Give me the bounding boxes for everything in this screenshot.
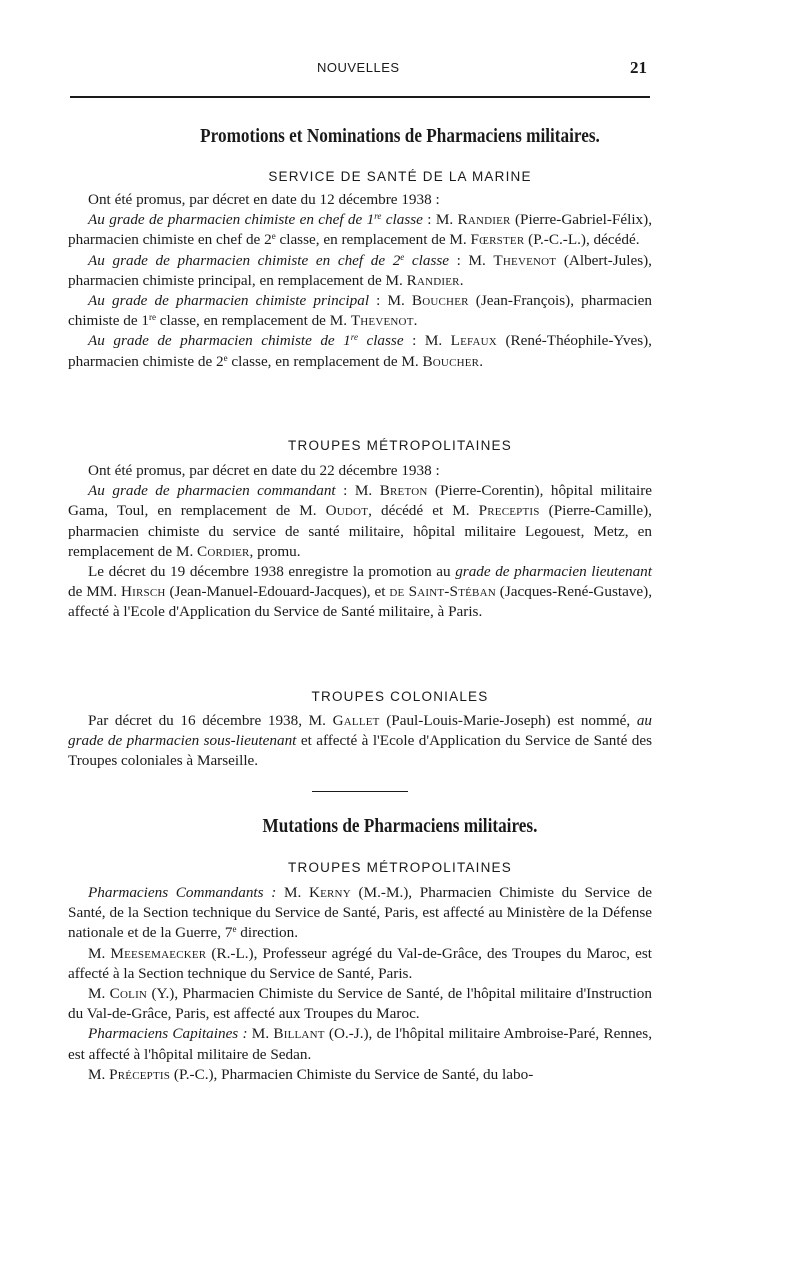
person-name: Colin xyxy=(109,985,148,1003)
person-name: Thevenot xyxy=(493,251,557,269)
person-name: Randier xyxy=(406,271,460,289)
marine-heading: SERVICE DE SANTÉ DE LA MARINE xyxy=(268,169,532,184)
marine-entry-3: Au grade de pharmacien chimiste principal : M. Boucher (Jean-François), pharmacien chimiste de 1re classe, en remplacement de M. Thevenot. xyxy=(68,292,652,330)
mutation-entry-3: M. Colin (Y.), Pharmacien Chimiste du Service de Santé, de l'hôpital militaire d'Instruction du Val-de-Grâce, Paris, est affecté aux Troupes du Maroc. xyxy=(68,985,652,1023)
person-name: Lefaux xyxy=(450,332,497,350)
metro-heading: TROUPES MÉTROPOLITAINES xyxy=(288,438,512,453)
mutations-heading: TROUPES MÉTROPOLITAINES xyxy=(288,860,512,875)
page-number: 21 xyxy=(630,58,647,77)
person-name: Oudot xyxy=(325,502,369,520)
person-name: Boucher xyxy=(422,352,480,370)
mutation-entry-1: Pharmaciens Commandants : M. Kerny (M.-M.), Pharmacien Chimiste du Service de Santé, de la Section technique du Service de Santé, Paris, est affecté au Ministère de la Défense nationale et de la Guerre, 7e direction. xyxy=(68,884,653,942)
person-name: Préceptis xyxy=(109,1065,171,1083)
person-name: Randier xyxy=(457,211,511,229)
person-name: Fœrster xyxy=(470,231,525,249)
person-name: Gallet xyxy=(332,712,380,729)
marine-entry-2: Au grade de pharmacien chimiste en chef de 2e classe : M. Thevenot (Albert-Jules), pharmacien chimiste principal, en remplacement de M. Randier. xyxy=(68,251,652,289)
person-name: Boucher xyxy=(411,292,469,310)
metro-section xyxy=(68,461,652,623)
mutation-entry-4: Pharmaciens Capitaines : M. Billant (O.-J.), de l'hôpital militaire Ambroise-Paré, Rennes, est affecté à l'hôpital militaire de Sedan. xyxy=(68,1025,652,1063)
marine-section xyxy=(68,190,652,372)
marine-intro: Ont été promus, par décret en date du 12 décembre 1938 : xyxy=(88,191,440,208)
person-name: Meesemaecker xyxy=(110,944,207,962)
mutations-title: Mutations de Pharmaciens militaires. xyxy=(262,815,538,837)
metro-entry-2: Le décret du 19 décembre 1938 enregistre la promotion au grade de pharmacien lieutenant de MM. Hirsch (Jean-Manuel-Edouard-Jacques), et de Saint-Stéban (Jacques-René-Gustave), affecté à l'Ecole d'Application du Service de Santé militaire, à Paris. xyxy=(68,563,653,621)
person-name: Billant xyxy=(273,1025,325,1043)
marine-entry-1: Au grade de pharmacien chimiste en chef de 1re classe : M. Randier (Pierre-Gabriel-Félix), pharmacien chimiste en chef de 2e classe, en remplacement de M. Fœrster (P.-C.-L.), décédé. xyxy=(68,211,653,249)
colo-heading: TROUPES COLONIALES xyxy=(311,689,489,704)
colo-entry: Par décret du 16 décembre 1938, M. Gallet (Paul-Louis-Marie-Joseph) est nommé, au grade de pharmacien sous-lieutenant et affecté à l'Ecole d'Application du Service de Santé des Troupes coloniales à Marseille. xyxy=(68,712,652,770)
section-divider xyxy=(312,791,408,792)
mutations-section xyxy=(68,883,652,1085)
mutation-entry-5: M. Préceptis (P.-C.), Pharmacien Chimiste du Service de Santé, du labo- xyxy=(88,1065,534,1083)
metro-intro: Ont été promus, par décret en date du 22 décembre 1938 : xyxy=(88,462,440,479)
person-name: Preceptis xyxy=(478,502,540,520)
marine-entry-4: Au grade de pharmacien chimiste de 1re classe : M. Lefaux (René-Théophile-Yves), pharmacien chimiste de 2e classe, en remplacement de M. Boucher. xyxy=(68,332,652,370)
header-rule xyxy=(70,96,650,98)
running-head xyxy=(0,58,800,82)
person-name: Cordier xyxy=(197,542,250,560)
promotions-title: Promotions et Nominations de Pharmaciens militaires. xyxy=(200,125,600,147)
colo-section xyxy=(68,711,652,772)
metro-entry-1: Au grade de pharmacien commandant : M. Breton (Pierre-Corentin), hôpital militaire Gama, Toul, en remplacement de M. Oudot, décédé et M. Preceptis (Pierre-Camille), pharmacien chimiste du service de santé militaire, hôpital militaire Legouest, Metz, en remplacement de M. Cordier, promu. xyxy=(68,482,652,560)
running-title: NOUVELLES xyxy=(317,60,400,75)
person-name: Thevenot xyxy=(350,312,414,330)
person-name: Kerny xyxy=(308,884,351,901)
person-name: Hirsch xyxy=(120,583,166,601)
mutation-entry-2: M. Meesemaecker (R.-L.), Professeur agrégé du Val-de-Grâce, des Troupes du Maroc, est affecté à la Section technique du Service de Santé, Paris. xyxy=(68,944,652,982)
person-name: Breton xyxy=(379,482,428,500)
person-name: de Saint-Stéban xyxy=(389,583,496,601)
